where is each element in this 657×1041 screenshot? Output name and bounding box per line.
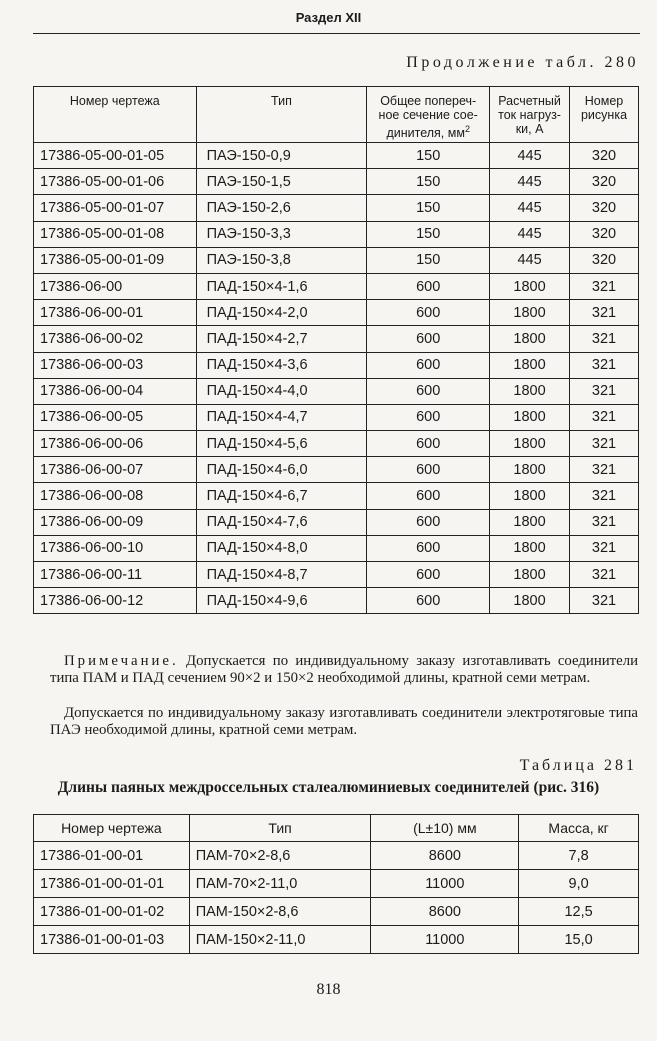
table-row (34, 143, 639, 169)
table-cell: 321 (570, 588, 639, 614)
table-cell: 17386-06-00-11 (34, 562, 197, 588)
table-cell: 1800 (490, 509, 570, 535)
table-cell: 320 (570, 221, 639, 247)
table-cell: 445 (490, 247, 570, 273)
table-header-row (34, 815, 639, 842)
table-cell: 600 (367, 588, 490, 614)
table-cell: 17386-01-00-01-02 (34, 898, 190, 926)
column-header: Номер чертежа (34, 87, 197, 143)
table-cell: ПАД-150×4-9,6 (196, 588, 367, 614)
table-cell: 150 (367, 221, 490, 247)
table-cell: 17386-06-00-02 (34, 326, 197, 352)
table-cell: 17386-06-00-04 (34, 378, 197, 404)
table-281 (33, 814, 639, 954)
table-281-title: Длины паяных междроссельных сталеалюминиевых соединителей (рис. 316) (57, 779, 600, 796)
table-280-caption: Продолжение табл. 280 (406, 54, 639, 71)
table-cell: 17386-06-00-08 (34, 483, 197, 509)
table-cell: 1800 (490, 457, 570, 483)
table-cell: 17386-01-00-01-01 (34, 870, 190, 898)
table-cell: ПАД-150×4-2,7 (196, 326, 367, 352)
table-row (34, 535, 639, 561)
table-cell: 17386-05-00-01-07 (34, 195, 197, 221)
table-cell: 320 (570, 143, 639, 169)
table-cell: 17386-06-00-03 (34, 352, 197, 378)
table-cell: 600 (367, 300, 490, 326)
table-cell: 17386-05-00-01-08 (34, 221, 197, 247)
table-cell: 321 (570, 300, 639, 326)
header-rule (33, 33, 640, 34)
table-header-row (34, 87, 639, 143)
table-cell: 8600 (371, 842, 519, 870)
table-cell: 17386-06-00-10 (34, 535, 197, 561)
table-cell: 321 (570, 326, 639, 352)
table-row (34, 926, 639, 954)
table-cell: 1800 (490, 588, 570, 614)
table-cell: 150 (367, 169, 490, 195)
table-cell: 321 (570, 509, 639, 535)
table-row (34, 326, 639, 352)
table-cell: 1800 (490, 300, 570, 326)
table-cell: 320 (570, 195, 639, 221)
table-cell: 321 (570, 273, 639, 299)
table-row (34, 300, 639, 326)
page-number: 818 (316, 981, 341, 998)
table-cell: 1800 (490, 562, 570, 588)
table-cell: ПАЭ-150-3,3 (196, 221, 367, 247)
table-cell: 1800 (490, 352, 570, 378)
table-cell: 600 (367, 326, 490, 352)
table-cell: ПАМ-70×2-8,6 (189, 842, 371, 870)
table-cell: 1800 (490, 431, 570, 457)
table-cell: ПАД-150×4-5,6 (196, 431, 367, 457)
table-row (34, 378, 639, 404)
table-280 (33, 86, 639, 614)
table-cell: 17386-06-00-01 (34, 300, 197, 326)
table-cell: 11000 (371, 870, 519, 898)
table-cell: 321 (570, 483, 639, 509)
table-cell: 445 (490, 221, 570, 247)
table-row (34, 842, 639, 870)
table-cell: 150 (367, 247, 490, 273)
table-cell: 321 (570, 431, 639, 457)
table-row (34, 562, 639, 588)
table-cell: ПАД-150×4-7,6 (196, 509, 367, 535)
table-cell: ПАЭ-150-3,8 (196, 247, 367, 273)
table-cell: 600 (367, 562, 490, 588)
table-cell: ПАЭ-150-0,9 (196, 143, 367, 169)
table-cell: 321 (570, 352, 639, 378)
table-cell: ПАД-150×4-6,0 (196, 457, 367, 483)
table-row (34, 352, 639, 378)
table-cell: ПАЭ-150-2,6 (196, 195, 367, 221)
table-cell: 320 (570, 247, 639, 273)
table-cell: 17386-06-00-09 (34, 509, 197, 535)
table-cell: 17386-06-00-07 (34, 457, 197, 483)
table-row (34, 870, 639, 898)
table-cell: 1800 (490, 535, 570, 561)
table-cell: ПАД-150×4-6,7 (196, 483, 367, 509)
table-row (34, 457, 639, 483)
table-cell: 1800 (490, 326, 570, 352)
table-cell: ПАД-150×4-2,0 (196, 300, 367, 326)
table-row (34, 509, 639, 535)
column-header: Расчетный ток нагруз- ки, А (490, 87, 570, 143)
table-cell: 1800 (490, 404, 570, 430)
column-header: Тип (189, 815, 371, 842)
table-cell: ПАЭ-150-1,5 (196, 169, 367, 195)
table-cell: 321 (570, 562, 639, 588)
table-cell: 1800 (490, 273, 570, 299)
table-cell: ПАД-150×4-8,7 (196, 562, 367, 588)
table-cell: 600 (367, 457, 490, 483)
table-cell: 600 (367, 352, 490, 378)
table-cell: 17386-05-00-01-05 (34, 143, 197, 169)
table-cell: 600 (367, 535, 490, 561)
table-row (34, 169, 639, 195)
table-row (34, 404, 639, 430)
column-header: (L±10) мм (371, 815, 519, 842)
table-cell: ПАМ-150×2-11,0 (189, 926, 371, 954)
table-cell: 12,5 (519, 898, 639, 926)
table-cell: 8600 (371, 898, 519, 926)
table-cell: ПАД-150×4-8,0 (196, 535, 367, 561)
table-cell: 600 (367, 509, 490, 535)
table-cell: 320 (570, 169, 639, 195)
table-cell: ПАМ-70×2-11,0 (189, 870, 371, 898)
note-paragraph-2: Допускается по индивидуальному заказу изготавливать соединители электротяговые типа ПАЭ необходимой длины, кратной семи метрам. (50, 705, 638, 738)
table-cell: 17386-01-00-01 (34, 842, 190, 870)
table-cell: 17386-06-00-05 (34, 404, 197, 430)
table-cell: 600 (367, 404, 490, 430)
table-cell: 150 (367, 143, 490, 169)
note-text-1: Допускается по индивидуальному заказу изготавливать соединители типа ПАМ и ПАД сечением 90×2 и 150×2 необходимой длины, кратной семи метрам. (50, 653, 638, 686)
table-cell: 600 (367, 431, 490, 457)
table-cell: 321 (570, 457, 639, 483)
table-cell: 150 (367, 195, 490, 221)
table-cell: 15,0 (519, 926, 639, 954)
table-cell: 17386-06-00-06 (34, 431, 197, 457)
table-row (34, 273, 639, 299)
table-row (34, 898, 639, 926)
table-cell: 11000 (371, 926, 519, 954)
table-cell: 7,8 (519, 842, 639, 870)
table-row (34, 431, 639, 457)
table-cell: 600 (367, 378, 490, 404)
column-header: Общее попереч- ное сечение сое- динителя, $мм^2$ (367, 87, 490, 143)
table-cell: ПАД-150×4-4,7 (196, 404, 367, 430)
table-cell: 9,0 (519, 870, 639, 898)
table-cell: ПАД-150×4-1,6 (196, 273, 367, 299)
table-cell: 17386-05-00-01-06 (34, 169, 197, 195)
section-title: Раздел XII (295, 10, 362, 25)
table-row (34, 221, 639, 247)
table-cell: 1800 (490, 378, 570, 404)
table-cell: 17386-06-00-12 (34, 588, 197, 614)
note-paragraph-1 (50, 653, 638, 687)
table-cell: ПАД-150×4-4,0 (196, 378, 367, 404)
table-cell: ПАМ-150×2-8,6 (189, 898, 371, 926)
table-row (34, 247, 639, 273)
table-row (34, 483, 639, 509)
table-cell: 600 (367, 273, 490, 299)
column-header: Тип (196, 87, 367, 143)
column-header: Масса, кг (519, 815, 639, 842)
note-label: Примечание. (64, 653, 179, 669)
table-cell: 321 (570, 535, 639, 561)
table-cell: 445 (490, 169, 570, 195)
table-row (34, 588, 639, 614)
table-cell: 445 (490, 195, 570, 221)
table-cell: 17386-06-00 (34, 273, 197, 299)
table-cell: ПАД-150×4-3,6 (196, 352, 367, 378)
column-header: Номер чертежа (34, 815, 190, 842)
table-cell: 321 (570, 404, 639, 430)
table-cell: 17386-05-00-01-09 (34, 247, 197, 273)
table-cell: 1800 (490, 483, 570, 509)
table-cell: 445 (490, 143, 570, 169)
table-281-label: Таблица 281 (519, 757, 637, 774)
table-cell: 600 (367, 483, 490, 509)
table-cell: 321 (570, 378, 639, 404)
table-row (34, 195, 639, 221)
table-cell: 17386-01-00-01-03 (34, 926, 190, 954)
column-header: Номер рисунка (570, 87, 639, 143)
